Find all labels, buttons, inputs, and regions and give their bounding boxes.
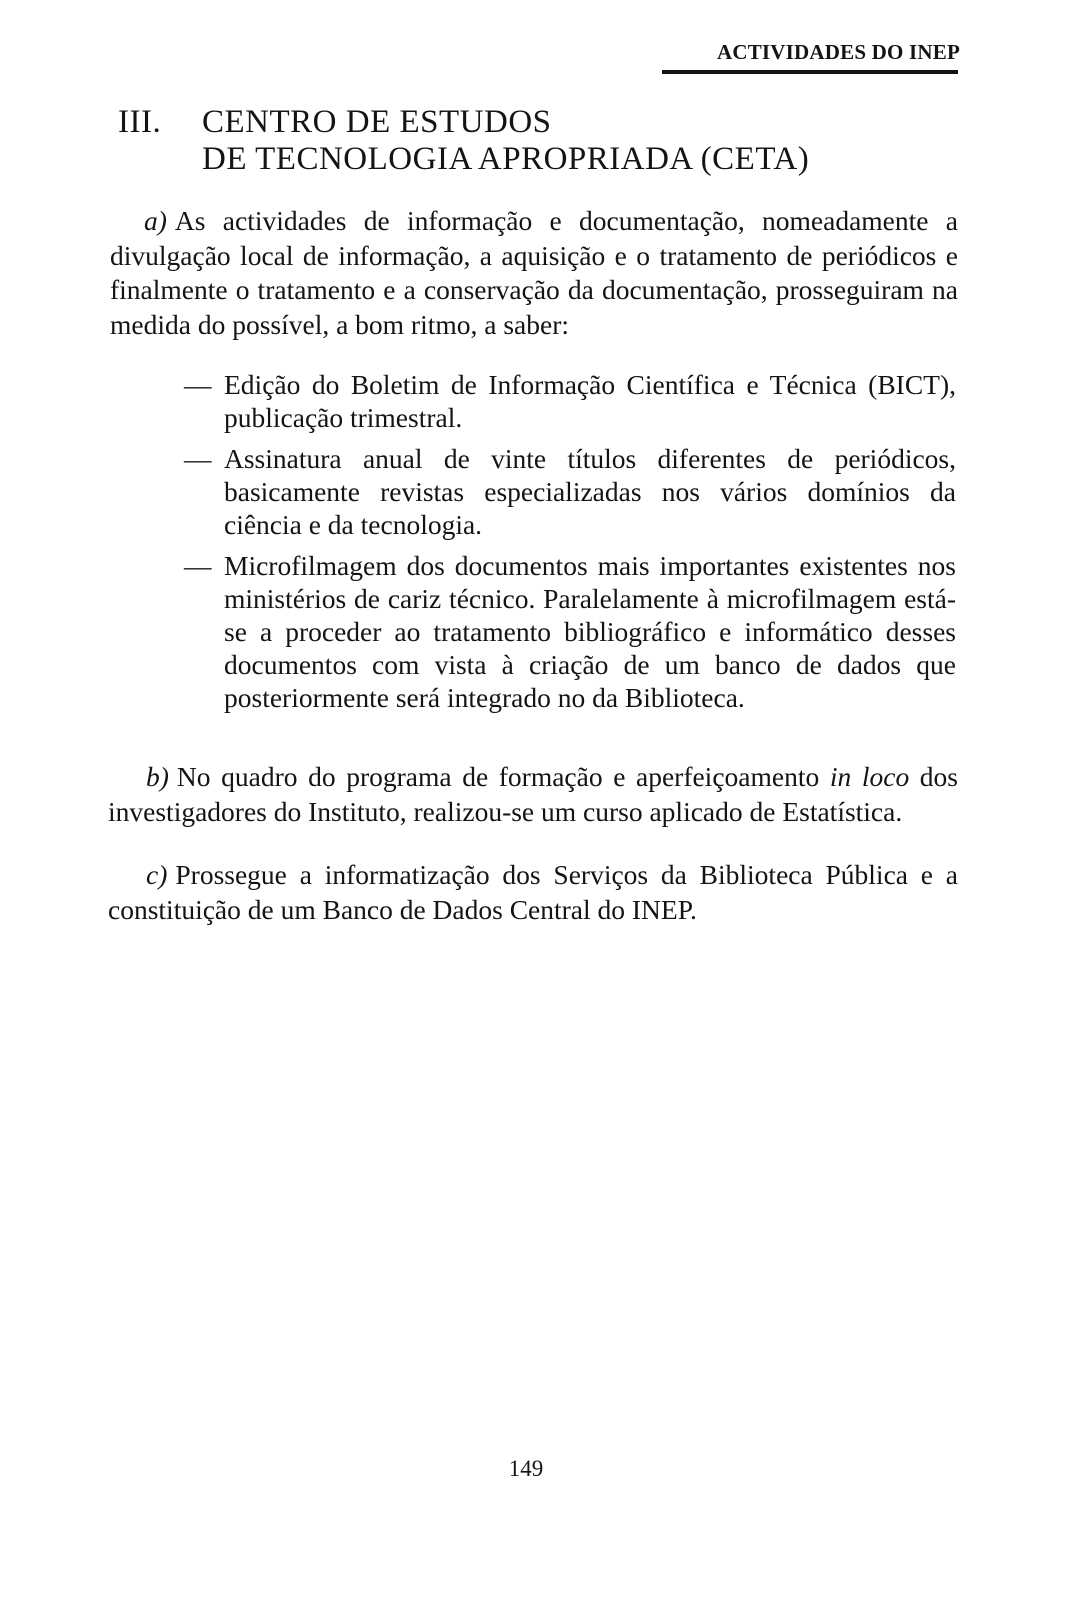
- paragraph-a-marker: a): [144, 205, 167, 236]
- bullet-list: [184, 368, 956, 722]
- paragraph-b-italic: in loco: [829, 761, 910, 792]
- section-number: III.: [118, 104, 162, 140]
- running-head-rule: [662, 70, 958, 74]
- list-item: [184, 549, 956, 714]
- list-item: [184, 368, 956, 434]
- paragraph-a-text: As actividades de informação e documentação, nomeadamente a divulgação local de informação, a aquisição e o tratamento de periódicos e finalmente o tratamento e a conservação da documentação, prosseguiram na medida do possível, a bom ritmo, a saber:: [110, 205, 958, 340]
- list-item-text: Microfilmagem dos documentos mais importantes existentes nos ministérios de cariz técnico. Paralelamente à microfilmagem está-se a proceder ao tratamento bibliográfico e informático desses documentos com vista à criação de um banco de dados que posteriormente será integrado no da Biblioteca.: [224, 550, 956, 713]
- list-item: [184, 442, 956, 541]
- section-title-line-2: DE TECNOLOGIA APROPRIADA (CETA): [202, 141, 810, 177]
- dash-bullet: —: [184, 550, 212, 581]
- paragraph-b: [108, 760, 958, 829]
- paragraph-a: [110, 204, 958, 342]
- list-item-text: Assinatura anual de vinte títulos diferentes de periódicos, basicamente revistas especializadas nos vários domínios da ciência e da tecnologia.: [224, 443, 956, 540]
- paragraph-c-marker: c): [146, 859, 168, 890]
- paragraph-b-text-before: No quadro do programa de formação e aperfeiçoamento: [176, 761, 830, 792]
- paragraph-b-marker: b): [146, 761, 169, 792]
- list-item-text: Edição do Boletim de Informação Científica e Técnica (BICT), publicação trimestral.: [224, 369, 956, 433]
- page-number: 149: [508, 1456, 544, 1481]
- section-title: [202, 104, 809, 178]
- section-title-line-1: CENTRO DE ESTUDOS: [202, 104, 552, 140]
- running-head: ACTIVIDADES DO INEP: [716, 40, 960, 64]
- paragraph-c-text: Prossegue a informatização dos Serviços da Biblioteca Pública e a constituição de um Banco de Dados Central do INEP.: [108, 859, 958, 925]
- paragraph-c: [108, 858, 958, 927]
- dash-bullet: —: [184, 443, 212, 474]
- dash-bullet: —: [184, 369, 212, 400]
- paragraph-b-text-after: dos investigadores do Instituto, realizou-se um curso aplicado de Estatística.: [108, 761, 959, 827]
